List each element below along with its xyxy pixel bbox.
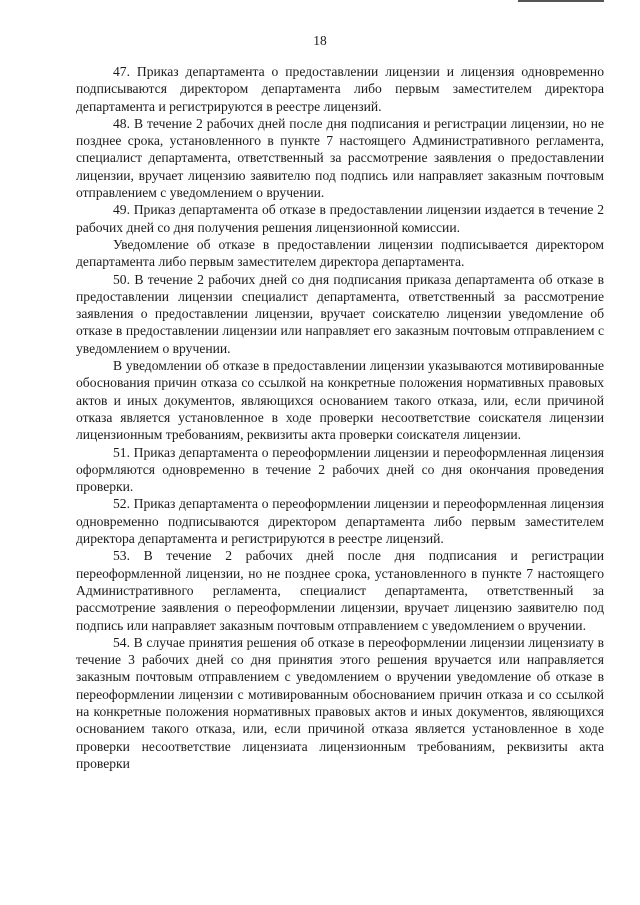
paragraph-54: 54. В случае принятия решения об отказе в переоформлении лицензии лицензиату в течение 3 рабочих дней со дня принятия этого решения вручается или направляется заказным почтовым отправлением с уведомлением о вручении уведомление об отказе в переоформлении лицензии с мотивированным обоснованием причин отказа и со ссылкой на конкретные положения нормативных правовых актов и иных документов, являющихся основанием такого отказа, или, если причиной отказа является установленное в ходе проверки несоответствие лицензиата лицензионным требованиям, реквизиты акта проверки xyxy=(76,634,604,771)
paragraph-47: 47. Приказ департамента о предоставлении лицензии и лицензия одновременно подписываются директором департамента либо первым заместителем директора департамента и регистрируются в реестре лицензий. xyxy=(76,64,604,114)
paragraph-53: 53. В течение 2 рабочих дней после дня подписания и регистрации переоформленной лицензии, но не позднее срока, установленного в пункте 7 настоящего Административного регламента, специалист департамента, ответственный за рассмотрение заявления о переоформлении лицензии, вручает лицензию заявителю под подпись или направляет заказным почтовым отправлением с уведомлением о вручении. xyxy=(76,548,604,633)
paragraph-50-notice: В уведомлении об отказе в предоставлении лицензии указываются мотивированные обоснования причин отказа со ссылкой на конкретные положения нормативных правовых актов и иных документов, являющихся основанием такого отказа, или, если причиной отказа является установленное в ходе проверки несоответствие соискателя лицензии лицензионным требованиям, реквизиты акта проверки соискателя лицензии. xyxy=(76,358,604,443)
document-body xyxy=(76,63,604,772)
paragraph-48: 48. В течение 2 рабочих дней после дня подписания и регистрации лицензии, но не позднее срока, установленного в пункте 7 настоящего Административного регламента, специалист департамента, ответственный за рассмотрение заявления о предоставлении лицензии, вручает лицензию заявителю под подпись или направляет заказным почтовым отправлением с уведомлением о вручении. xyxy=(76,115,604,201)
paragraph-51: 51. Приказ департамента о переоформлении лицензии и переоформленная лицензия оформляются одновременно в течение 2 рабочих дней со дня окончания проведения проверки. xyxy=(76,444,604,495)
scan-edge-mark xyxy=(518,0,604,2)
paragraph-52: 52. Приказ департамента о переоформлении лицензии и переоформленная лицензия одновременно подписываются директором департамента либо первым заместителем директора департамента и регистрируются в реестре лицензий. xyxy=(76,496,604,547)
paragraph-50: 50. В течение 2 рабочих дней со дня подписания приказа департамента об отказе в предоставлении лицензии специалист департамента, ответственный за рассмотрение заявления о предоставлении лицензии, вручает соискателю лицензии уведомление об отказе в предоставлении лицензии или направляет его заказным почтовым отправлением с уведомлением о вручении. xyxy=(76,271,604,356)
page-number: 18 xyxy=(313,33,327,48)
paragraph-49: 49. Приказ департамента об отказе в предоставлении лицензии издается в течение 2 рабочих дней со дня получения решения лицензионной комиссии. xyxy=(76,202,604,235)
paragraph-49-notice: Уведомление об отказе в предоставлении лицензии подписывается директором департамента либо первым заместителем директора департамента. xyxy=(76,236,604,270)
